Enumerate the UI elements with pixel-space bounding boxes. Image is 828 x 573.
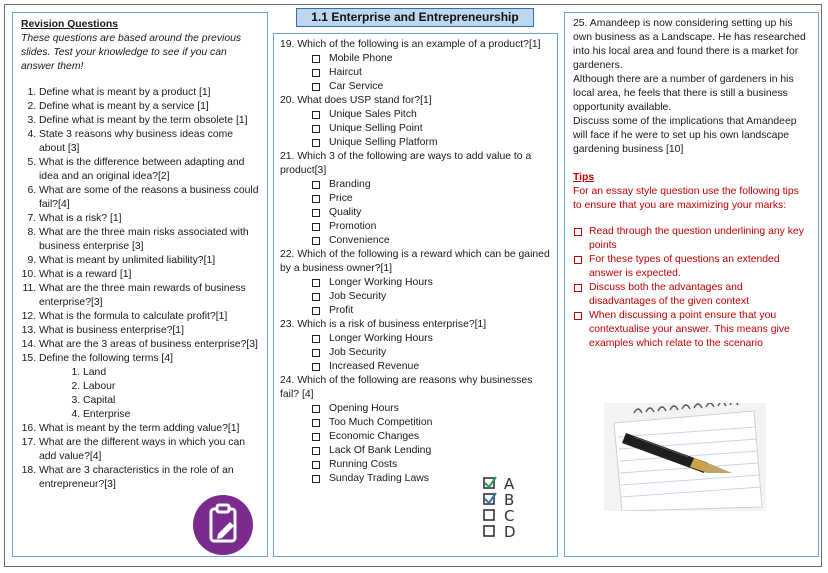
checkbox-icon[interactable] — [312, 447, 320, 455]
option-item[interactable]: Branding — [312, 178, 551, 192]
option-item[interactable]: Too Much Competition — [312, 416, 551, 430]
term-item: 1. Land — [83, 366, 259, 380]
checkbox-icon — [574, 256, 582, 264]
question-item: 16. What is meant by the term adding value?[1] — [39, 422, 259, 436]
checkbox-icon[interactable] — [312, 125, 320, 133]
tip-item: When discussing a point ensure that you contextualise your answer. This means give examples which relate to the scenario — [573, 309, 810, 351]
question-19: 19. Which of the following is an example of a product?[1] — [280, 39, 541, 50]
revision-heading: Revision Questions — [21, 19, 119, 30]
tips-list — [573, 225, 810, 351]
question-item: 13. What is business enterprise?[1] — [39, 324, 259, 338]
checkbox-icon[interactable] — [312, 335, 320, 343]
revision-questions-panel — [12, 12, 268, 557]
question-24: 24. Which of the following are reasons why businesses fail? [4] — [280, 375, 533, 400]
question-item: 10. What is a reward [1] — [39, 268, 259, 282]
revision-intro: These questions are based around the previous slides. Test your knowledge to see if you can answer them! — [21, 33, 242, 72]
question-item: 14. What are the 3 areas of business enterprise?[3] — [39, 338, 259, 352]
question-item — [39, 352, 259, 422]
checkbox-icon — [574, 312, 582, 320]
question-item: 7. What is a risk? [1] — [39, 212, 259, 226]
term-item: 2. Labour — [83, 380, 259, 394]
question-item: 17. What are the different ways in which you can add value?[4] — [39, 436, 259, 464]
option-item[interactable]: Longer Working Hours — [312, 276, 551, 290]
checkbox-icon[interactable] — [312, 139, 320, 147]
option-item[interactable]: Opening Hours — [312, 402, 551, 416]
checkbox-icon[interactable] — [312, 433, 320, 441]
question-21: 21. Which 3 of the following are ways to add value to a product[3] — [280, 151, 532, 176]
question-item: 9. What is meant by unlimited liability?[1] — [39, 254, 259, 268]
checkbox-icon[interactable] — [312, 195, 320, 203]
tips-intro: For an essay style question use the following tips to ensure that you are maximizing your marks: — [573, 186, 799, 211]
question-item: 1. Define what is meant by a product [1] — [39, 86, 259, 100]
checklist-letter: D — [504, 523, 516, 541]
checkbox-icon[interactable] — [312, 279, 320, 287]
option-item[interactable]: Economic Changes — [312, 430, 551, 444]
term-item: 4. Enterprise — [83, 408, 259, 422]
clipboard-icon — [193, 495, 253, 555]
option-item[interactable]: Job Security — [312, 346, 551, 360]
option-item[interactable]: Unique Selling Point — [312, 122, 551, 136]
checkbox-icon[interactable] — [312, 419, 320, 427]
checkbox-icon[interactable] — [312, 55, 320, 63]
option-item[interactable]: Price — [312, 192, 551, 206]
checkbox-icon[interactable] — [312, 237, 320, 245]
options-23 — [280, 332, 551, 374]
option-item[interactable]: Quality — [312, 206, 551, 220]
term-item: 3. Capital — [83, 394, 259, 408]
question-item: 12. What is the formula to calculate profit?[1] — [39, 310, 259, 324]
question-25-text: Although there are a number of gardeners in his local area, he feels that there is still a business opportunity available. — [573, 74, 794, 113]
options-20 — [280, 108, 551, 150]
question-text: Define the following terms [4] — [39, 353, 173, 364]
options-22 — [280, 276, 551, 318]
checkbox-icon[interactable] — [312, 349, 320, 357]
checkbox-icon[interactable] — [312, 405, 320, 413]
checkbox-icon[interactable] — [312, 223, 320, 231]
checkbox-icon[interactable] — [312, 83, 320, 91]
question-22: 22. Which of the following is a reward which can be gained by a business owner?[1] — [280, 249, 550, 274]
options-19 — [280, 52, 551, 94]
checkbox-icon — [574, 284, 582, 292]
option-item[interactable]: Haircut — [312, 66, 551, 80]
option-item[interactable]: Increased Revenue — [312, 360, 551, 374]
checkbox-icon[interactable] — [312, 307, 320, 315]
checklist-letter: A — [504, 475, 515, 493]
tip-item: Read through the question underlining any key points — [573, 225, 810, 253]
checkbox-icon[interactable] — [312, 209, 320, 217]
question-25-text: 25. Amandeep is now considering setting up his own business as a Landscape. He has researched into his local area and found there is a market for gardeners. — [573, 18, 806, 71]
option-item[interactable]: Mobile Phone — [312, 52, 551, 66]
option-item[interactable]: Profit — [312, 304, 551, 318]
question-item: 5. What is the difference between adapting and idea and an original idea?[2] — [39, 156, 259, 184]
option-item[interactable]: Running Costs — [312, 458, 551, 472]
checkbox-icon[interactable] — [312, 363, 320, 371]
checklist-letter: B — [504, 491, 515, 509]
term-list — [39, 366, 259, 422]
question-item: 6. What are some of the reasons a business could fail?[4] — [39, 184, 259, 212]
question-item: 8. What are the three main risks associated with business enterprise [3] — [39, 226, 259, 254]
tip-item: Discuss both the advantages and disadvantages of the given context — [573, 281, 810, 309]
pen-and-notebook-image — [604, 403, 766, 511]
checkbox-icon[interactable] — [312, 475, 320, 483]
question-item: 3. Define what is meant by the term obsolete [1] — [39, 114, 259, 128]
tip-item: For these types of questions an extended answer is expected. — [573, 253, 810, 281]
page-title: 1.1 Enterprise and Entrepreneurship — [296, 8, 534, 27]
checklist-letter: C — [504, 507, 515, 525]
option-item[interactable]: Unique Sales Pitch — [312, 108, 551, 122]
question-item: 2. Define what is meant by a service [1] — [39, 100, 259, 114]
question-item: 18. What are 3 characteristics in the role of an entrepreneur?[3] — [39, 464, 259, 492]
question-list — [21, 86, 259, 492]
question-item: 4. State 3 reasons why business ideas come about [3] — [39, 128, 259, 156]
option-item[interactable]: Convenience — [312, 234, 551, 248]
checklist-icon — [480, 474, 536, 546]
option-item[interactable]: Sunday Trading Laws — [312, 472, 551, 486]
option-item[interactable]: Job Security — [312, 290, 551, 304]
checkbox-icon[interactable] — [312, 181, 320, 189]
question-20: 20. What does USP stand for?[1] — [280, 95, 432, 106]
checkbox-icon — [574, 228, 582, 236]
tips-heading: Tips — [573, 172, 595, 183]
question-23: 23. Which is a risk of business enterprise?[1] — [280, 319, 487, 330]
checkbox-icon[interactable] — [312, 293, 320, 301]
checkbox-icon[interactable] — [312, 69, 320, 77]
checkbox-icon[interactable] — [312, 461, 320, 469]
option-item[interactable]: Promotion — [312, 220, 551, 234]
question-25-text: Discuss some of the implications that Amandeep will face if he were to set up his own landscape gardening business [10] — [573, 116, 797, 155]
options-21 — [280, 178, 551, 248]
option-item[interactable]: Longer Working Hours — [312, 332, 551, 346]
option-item[interactable]: Unique Selling Platform — [312, 136, 551, 150]
checkbox-icon[interactable] — [312, 111, 320, 119]
option-item[interactable]: Lack Of Bank Lending — [312, 444, 551, 458]
question-item: 11. What are the three main rewards of business enterprise?[3] — [39, 282, 259, 310]
option-item[interactable]: Car Service — [312, 80, 551, 94]
